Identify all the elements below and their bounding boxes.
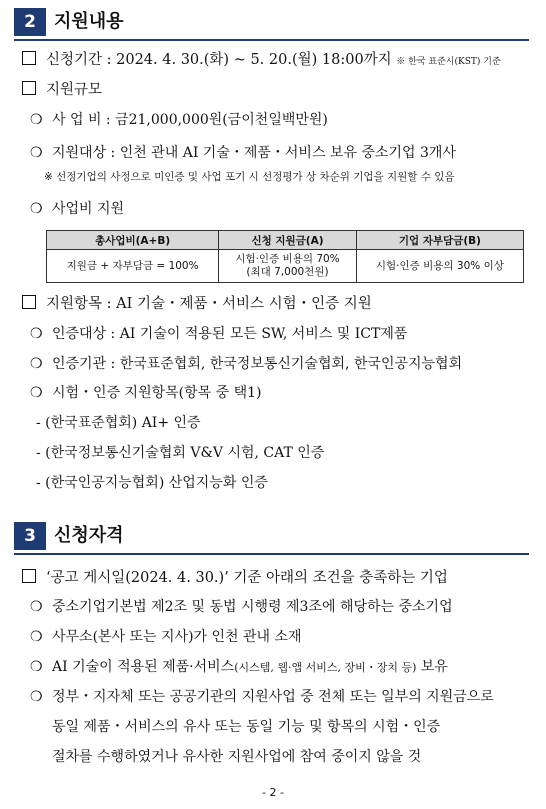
circle-bullet-icon: ❍: [30, 629, 43, 645]
target-note: ※ 선정기업의 사정으로 미인증 및 사업 포기 시 선정평가 상 차순위 기업을 지원할 수 있음: [44, 171, 455, 183]
period-label: 신청기간: [46, 52, 103, 68]
requirement-continuation: 절차를 수행하였거나 유사한 지원사업에 참여 중이지 않을 것: [52, 749, 422, 765]
target-text: 지원대상 : 인천 관내 AI 기술・제품・서비스 보유 중소기업 3개사: [52, 145, 456, 161]
table-header-cell: 기업 자부담금(B): [356, 231, 523, 250]
circle-bullet-icon: ❍: [30, 659, 43, 675]
cost-support-item: [30, 199, 124, 219]
requirement-tail: 보유: [416, 659, 448, 675]
requirement-detail: (시스템, 웹·앱 서비스, 장비・장치 등): [234, 661, 417, 674]
table-row: [47, 250, 524, 283]
table-header-row: [47, 231, 524, 250]
cert-items-item: [30, 383, 261, 403]
section-divider: [14, 553, 529, 555]
requirement-text: 정부・지자체 또는 공공기관의 지원사업 중 전체 또는 일부의 지원금으로: [52, 689, 494, 705]
cert-org-text: 인증기관 : 한국표준협회, 한국정보통신기술협회, 한국인공지능협회: [52, 356, 463, 372]
eligibility-condition: [22, 568, 448, 588]
table-cell-line: (최대 7,000천원): [246, 266, 329, 278]
cost-label: 사업비 지원: [52, 201, 125, 217]
circle-bullet-icon: ❍: [30, 201, 43, 217]
cert-target-text: 인증대상 : AI 기술이 적용된 모든 SW, 서비스 및 ICT제품: [52, 326, 408, 342]
list-item: - (한국인공지능협회) 산업지능화 인증: [36, 475, 268, 491]
requirement-item: [30, 687, 494, 707]
table-cell: 시험·인증 비용의 30% 이상: [356, 250, 523, 283]
square-bullet-icon: [22, 51, 36, 65]
requirement-continuation: 동일 제품・서비스의 유사 또는 동일 기능 및 항목의 시험・인증: [52, 719, 441, 735]
square-bullet-icon: [22, 81, 36, 95]
requirement-text: 중소기업기본법 제2조 및 동법 시행령 제3조에 해당하는 중소기업: [52, 599, 453, 615]
funding-table: [46, 230, 524, 283]
circle-bullet-icon: ❍: [30, 689, 43, 705]
period-value: : 2024. 4. 30.(화) ~ 5. 20.(월) 18:00까지: [106, 52, 392, 68]
square-bullet-icon: [22, 295, 36, 309]
period-note: ※ 한국 표준시(KST) 기준: [396, 57, 501, 67]
support-scale: [22, 80, 102, 100]
section-title: 신청자격: [54, 525, 124, 546]
items-title: 지원항목 : AI 기술・제품・서비스 시험・인증 지원: [46, 296, 372, 312]
section-title: 지원내용: [54, 11, 124, 32]
support-items: [22, 294, 372, 314]
requirement-item: [30, 627, 302, 647]
table-cell-line: 시험·인증 비용의 70%: [235, 253, 340, 265]
list-item: - (한국정보통신기술협회 V&V 시험, CAT 인증: [36, 445, 325, 461]
list-item: - (한국표준협회) AI+ 인증: [36, 415, 201, 431]
section-3-header: [14, 517, 529, 555]
requirement-item: [30, 657, 448, 678]
condition-text: ‘공고 게시일(2024. 4. 30.)’ 기준 아래의 조건을 충족하는 기업: [46, 570, 448, 586]
target-item: [30, 143, 456, 163]
circle-bullet-icon: ❍: [30, 385, 43, 401]
circle-bullet-icon: ❍: [30, 112, 43, 128]
cert-target-item: [30, 324, 407, 344]
page-number: - 2 -: [262, 786, 284, 799]
section-2-header: [14, 3, 529, 41]
cert-items-text: 시험・인증 지원항목(항목 중 택1): [52, 385, 262, 401]
circle-bullet-icon: ❍: [30, 599, 43, 615]
circle-bullet-icon: ❍: [30, 326, 43, 342]
table-header-cell: 신청 지원금(A): [219, 231, 357, 250]
budget-text: 사 업 비 : 금21,000,000원(금이천일백만원): [52, 112, 328, 128]
section-number: 3: [14, 522, 46, 550]
requirement-text: AI 기술이 적용된 제품·서비스: [52, 659, 235, 675]
circle-bullet-icon: ❍: [30, 356, 43, 372]
scale-label: 지원규모: [46, 82, 103, 98]
requirement-item: [30, 597, 453, 617]
budget-item: [30, 110, 328, 130]
section-divider: [14, 39, 529, 41]
application-period: [22, 50, 501, 72]
cert-org-item: [30, 354, 462, 374]
circle-bullet-icon: ❍: [30, 145, 43, 161]
table-cell: 지원금 + 자부담금 = 100%: [47, 250, 219, 283]
table-header-cell: 총사업비(A+B): [47, 231, 219, 250]
section-number: 2: [14, 8, 46, 36]
requirement-text: 사무소(본사 또는 지사)가 인천 관내 소재: [52, 629, 302, 645]
table-cell: [219, 250, 357, 283]
square-bullet-icon: [22, 569, 36, 583]
